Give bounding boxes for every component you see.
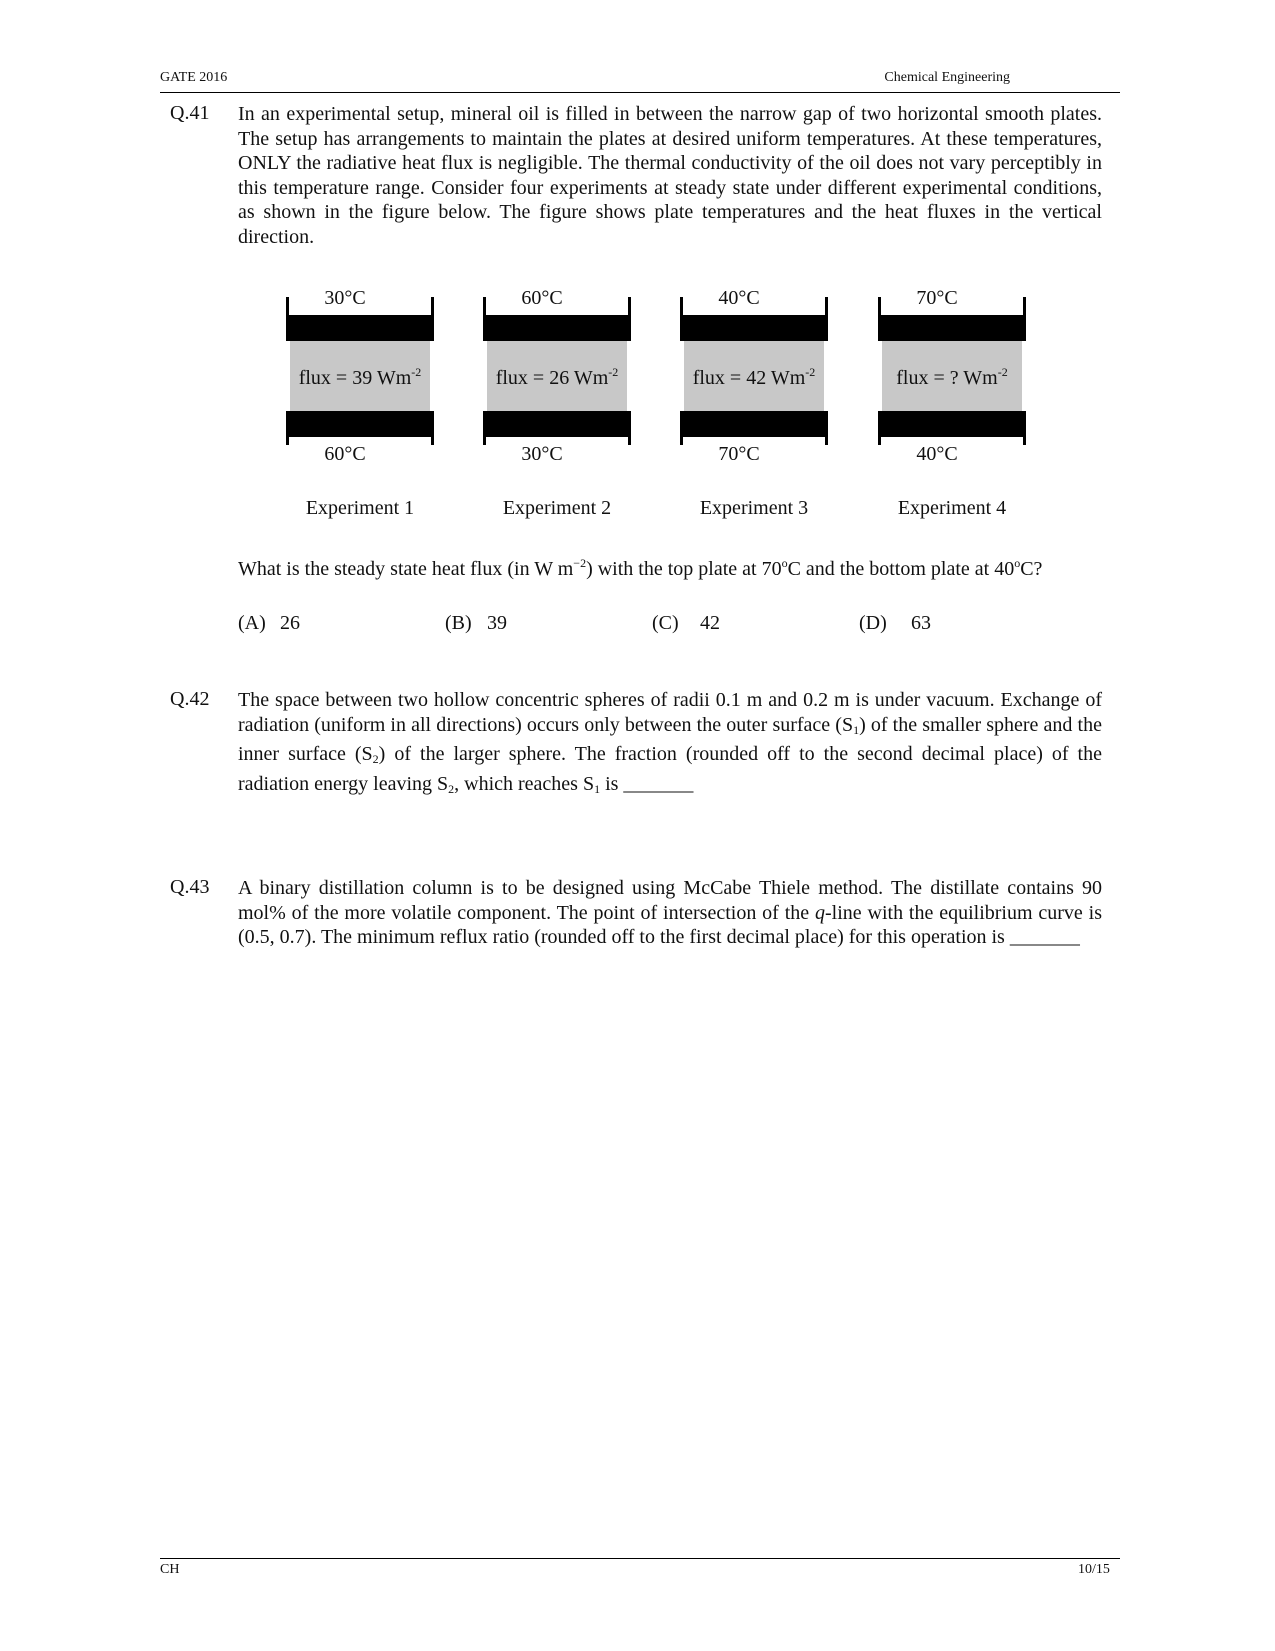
question-43-text: A binary distillation column is to be designed using McCabe Thiele method. The distillate contains 90 mol% of the more volatile component. The point of intersection of the q-line with the equilibrium curve is (0.5, 0.7). The minimum reflux ratio (rounded off to the first decimal place) for this operation is _______ (238, 877, 1102, 949)
top-plate-temperature: 70°C (916, 287, 958, 309)
bottom-left-post (286, 411, 289, 445)
top-plate-temperature: 60°C (521, 287, 563, 309)
flux-label: flux = 42 $Wm^{-2}$ (692, 365, 816, 389)
bottom-right-post (1023, 411, 1026, 445)
top-plate (485, 315, 629, 341)
question-number-41: Q.41 (170, 102, 210, 124)
question-42-text: The space between two hollow concentric spheres of radii 0.1 m and 0.2 m is under vacuum. Exchange of radiation (uniform in all directions) occurs only between the outer surface $(S_1)$ of the smaller sphere and the inner surface $(S_2)$ of the larger sphere. The fraction (rounded off to the second decimal place) of the radiation energy leaving $S_2$, which reaches $S_1$ is _______ (238, 689, 1102, 796)
bottom-left-post (483, 411, 486, 445)
experiment-4 (862, 287, 1022, 527)
flux-label: flux = 39 $Wm^{-2}$ (298, 365, 422, 389)
bottom-plate-temperature: 40°C (916, 443, 958, 465)
footer-subject-code: CH (160, 1562, 180, 1577)
bottom-plate (485, 411, 629, 437)
bottom-plate (288, 411, 432, 437)
bottom-right-post (825, 411, 828, 445)
flux-label: flux = ? $Wm^{-2}$ (896, 365, 1008, 389)
experiments-figure (270, 287, 1070, 527)
bottom-plate-temperature: 70°C (718, 443, 760, 465)
top-plate (880, 315, 1024, 341)
experiment-name: Experiment 3 (699, 497, 809, 519)
bottom-plate (880, 411, 1024, 437)
option-b[interactable]: (B) 39 (445, 612, 507, 634)
page-header (160, 70, 1120, 93)
bottom-plate-temperature: 30°C (521, 443, 563, 465)
option-a[interactable]: (A) 26 (238, 612, 300, 634)
bottom-right-post (628, 411, 631, 445)
experiment-3 (664, 287, 824, 527)
question-number-43: Q.43 (170, 876, 210, 898)
option-c[interactable]: (C) 42 (652, 612, 720, 634)
question-41-text: In an experimental setup, mineral oil is filled in between the narrow gap of two horizontal smooth plates. The setup has arrangements to maintain the plates at desired uniform temperatures. At these temperatures, ONLY the radiative heat flux is negligible. The thermal conductivity of the oil does not vary perceptibly in this temperature range. Consider four experiments at steady state under different experimental conditions, as shown in the figure below. The figure shows plate temperatures and the heat fluxes in the vertical direction. (238, 103, 1102, 248)
experiment-2 (467, 287, 627, 527)
page-number: 10/15 (1078, 1562, 1110, 1577)
experiment-name: Experiment 4 (897, 497, 1007, 519)
experiment-1 (270, 287, 430, 527)
top-plate (682, 315, 826, 341)
subject-title: Chemical Engineering (884, 70, 1010, 85)
experiment-name: Experiment 1 (305, 497, 415, 519)
question-number-42: Q.42 (170, 688, 210, 710)
bottom-plate (682, 411, 826, 437)
option-d[interactable]: (D) 63 (859, 612, 931, 634)
top-plate-temperature: 40°C (718, 287, 760, 309)
bottom-right-post (431, 411, 434, 445)
footer-rule (160, 1558, 1120, 1559)
experiment-name: Experiment 2 (502, 497, 612, 519)
question-41-prompt: What is the steady state heat flux (in W $m^{-2}$) with the top plate at 70$^o$C and the bottom plate at 40$^o$C? (238, 556, 1043, 580)
top-plate (288, 315, 432, 341)
bottom-left-post (878, 411, 881, 445)
exam-title: GATE 2016 (160, 70, 228, 85)
bottom-plate-temperature: 60°C (324, 443, 366, 465)
top-plate-temperature: 30°C (324, 287, 366, 309)
bottom-left-post (680, 411, 683, 445)
flux-label: flux = 26 $Wm^{-2}$ (495, 365, 619, 389)
